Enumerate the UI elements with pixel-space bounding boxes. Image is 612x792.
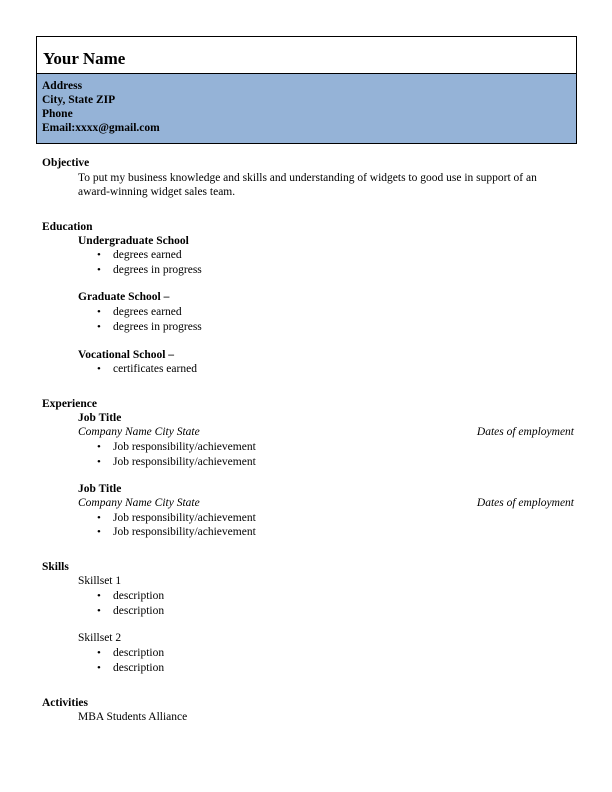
bullet: • xyxy=(97,264,101,276)
job-company: Company Name City State xyxy=(78,497,200,509)
list-item: Job responsibility/achievement xyxy=(113,526,256,538)
list-item: certificates earned xyxy=(113,363,197,375)
list-item: degrees in progress xyxy=(113,321,202,333)
city-state-zip: City, State ZIP xyxy=(42,94,116,106)
graduate-title: Graduate School – xyxy=(78,291,170,303)
list-item: degrees earned xyxy=(113,249,182,261)
job-title: Job Title xyxy=(78,412,122,424)
job-company: Company Name City State xyxy=(78,426,200,438)
phone: Phone xyxy=(42,108,73,120)
list-item: description xyxy=(113,662,165,674)
objective-line-1: To put my business knowledge and skills and understanding of widgets to good use in support of an xyxy=(78,172,537,184)
bullet: • xyxy=(97,605,101,617)
bullet: • xyxy=(97,321,101,333)
bullet: • xyxy=(97,512,101,524)
undergrad-title: Undergraduate School xyxy=(78,235,189,247)
list-item: degrees in progress xyxy=(113,264,202,276)
resume-name: Your Name xyxy=(43,49,126,68)
experience-heading: Experience xyxy=(42,398,97,410)
bullet: • xyxy=(97,590,101,602)
bullet: • xyxy=(97,662,101,674)
skills-heading: Skills xyxy=(42,561,69,573)
header-box xyxy=(36,36,577,144)
email: Email:xxxx@gmail.com xyxy=(42,122,160,134)
job-dates: Dates of employment xyxy=(476,426,574,438)
list-item: description xyxy=(113,605,165,617)
vocational-title: Vocational School – xyxy=(78,349,175,361)
objective-line-2: award-winning widget sales team. xyxy=(78,186,236,198)
bullet: • xyxy=(97,249,101,261)
list-item: description xyxy=(113,590,165,602)
activity-item: MBA Students Alliance xyxy=(78,711,188,723)
bullet: • xyxy=(97,526,101,538)
bullet: • xyxy=(97,363,101,375)
list-item: Job responsibility/achievement xyxy=(113,456,256,468)
skillset-name: Skillset 2 xyxy=(78,632,122,644)
bullet: • xyxy=(97,441,101,453)
education-heading: Education xyxy=(42,221,93,233)
list-item: description xyxy=(113,647,165,659)
job-title: Job Title xyxy=(78,483,122,495)
job-dates: Dates of employment xyxy=(476,497,574,509)
skillset-name: Skillset 1 xyxy=(78,575,122,587)
list-item: degrees earned xyxy=(113,306,182,318)
list-item: Job responsibility/achievement xyxy=(113,441,256,453)
contact-block xyxy=(37,74,576,144)
objective-heading: Objective xyxy=(42,157,90,169)
activities-heading: Activities xyxy=(42,697,88,709)
bullet: • xyxy=(97,306,101,318)
bullet: • xyxy=(97,456,101,468)
list-item: Job responsibility/achievement xyxy=(113,512,256,524)
address: Address xyxy=(42,80,83,92)
bullet: • xyxy=(97,647,101,659)
